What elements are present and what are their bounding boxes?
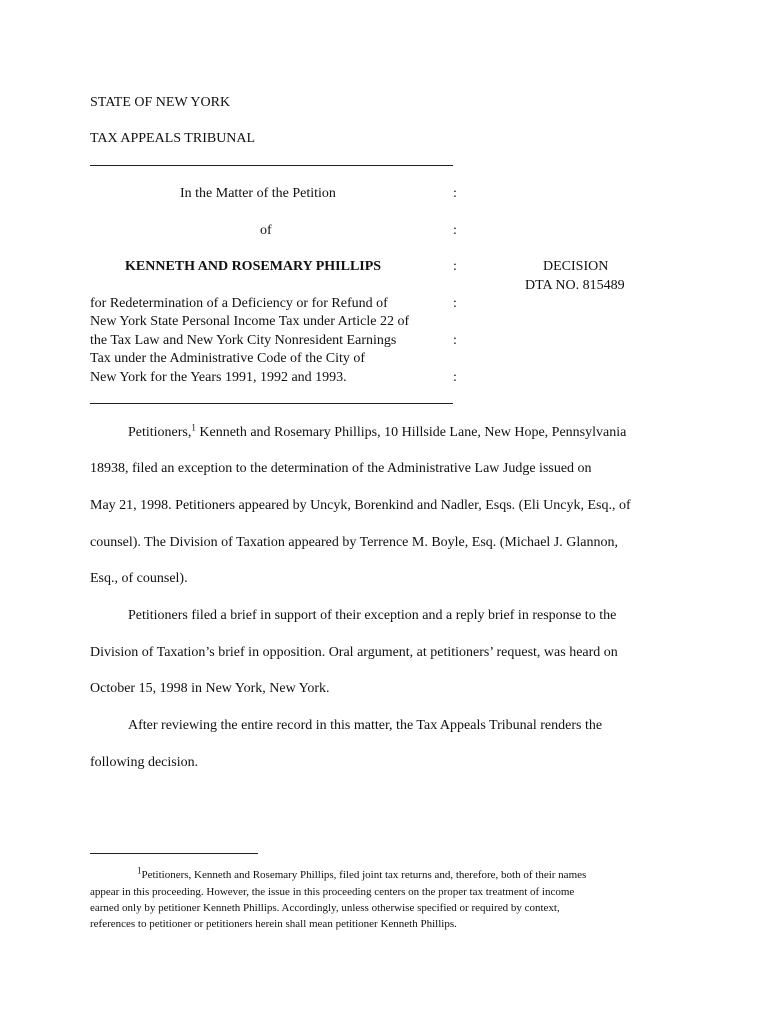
footnote-line: appear in this proceeding. However, the issue in this proceeding centers on the proper tax treatment of income [90, 886, 575, 898]
body-paragraph-line: October 15, 1998 in New York, New York. [90, 681, 330, 696]
caption-purpose-line: New York for the Years 1991, 1992 and 1993. [90, 370, 347, 385]
body-paragraph-line: Petitioners filed a brief in support of their exception and a reply brief in response to the [128, 608, 617, 623]
tribunal-heading: TAX APPEALS TRIBUNAL [90, 131, 256, 146]
footnote-line: references to petitioner or petitioners herein shall mean petitioner Kenneth Phillips. [90, 918, 457, 930]
body-paragraph-line: Esq., of counsel). [90, 571, 188, 586]
caption-colon: : [453, 223, 457, 238]
caption-colon: : [453, 333, 457, 348]
caption-purpose-line: New York State Personal Income Tax under Article 22 of [90, 314, 410, 329]
footnote-line [137, 865, 587, 881]
decision-label: DECISION [543, 259, 609, 274]
state-heading: STATE OF NEW YORK [90, 95, 231, 110]
caption-colon: : [453, 259, 457, 274]
caption-matter: In the Matter of the Petition [180, 186, 336, 201]
caption-purpose-line: Tax under the Administrative Code of the City of [90, 351, 366, 366]
petitioners-word: Petitioners, [128, 425, 192, 440]
footnote-separator [90, 853, 258, 854]
caption-purpose-line: the Tax Law and New York City Nonresident Earnings [90, 333, 397, 348]
caption-bottom-rule [90, 403, 453, 404]
body-paragraph-line: following decision. [90, 755, 199, 770]
caption-colon: : [453, 370, 457, 385]
caption-colon: : [453, 186, 457, 201]
footnote-reference[interactable]: 1 [191, 422, 196, 433]
petitioners-address: Kenneth and Rosemary Phillips, 10 Hillside Lane, New Hope, Pennsylvania [195, 425, 627, 440]
caption-petitioners: KENNETH AND ROSEMARY PHILLIPS [125, 259, 382, 274]
body-paragraph-line: After reviewing the entire record in this matter, the Tax Appeals Tribunal renders the [128, 718, 603, 733]
body-paragraph-line: Division of Taxation’s brief in opposition. Oral argument, at petitioners’ request, was heard on [90, 645, 618, 660]
body-paragraph-line: May 21, 1998. Petitioners appeared by Uncyk, Borenkind and Nadler, Esqs. (Eli Uncyk, Esq., of [90, 498, 631, 513]
footnote-mark: 1 [137, 865, 142, 876]
footnote-first-text: Petitioners, Kenneth and Rosemary Phillips, filed joint tax returns and, therefore, both of their names [141, 869, 587, 881]
body-paragraph-line: counsel). The Division of Taxation appeared by Terrence M. Boyle, Esq. (Michael J. Glannon, [90, 535, 618, 550]
caption-of: of [260, 223, 272, 238]
caption-purpose-line: for Redetermination of a Deficiency or for Refund of [90, 296, 388, 311]
caption-colon: : [453, 296, 457, 311]
caption-top-rule [90, 165, 453, 166]
footnote-line: earned only by petitioner Kenneth Phillips. Accordingly, unless otherwise specified or required by context, [90, 902, 560, 914]
body-paragraph-line: 18938, filed an exception to the determination of the Administrative Law Judge issued on [90, 461, 592, 476]
body-paragraph-line [128, 422, 627, 441]
dta-number: DTA NO. 815489 [525, 278, 625, 293]
